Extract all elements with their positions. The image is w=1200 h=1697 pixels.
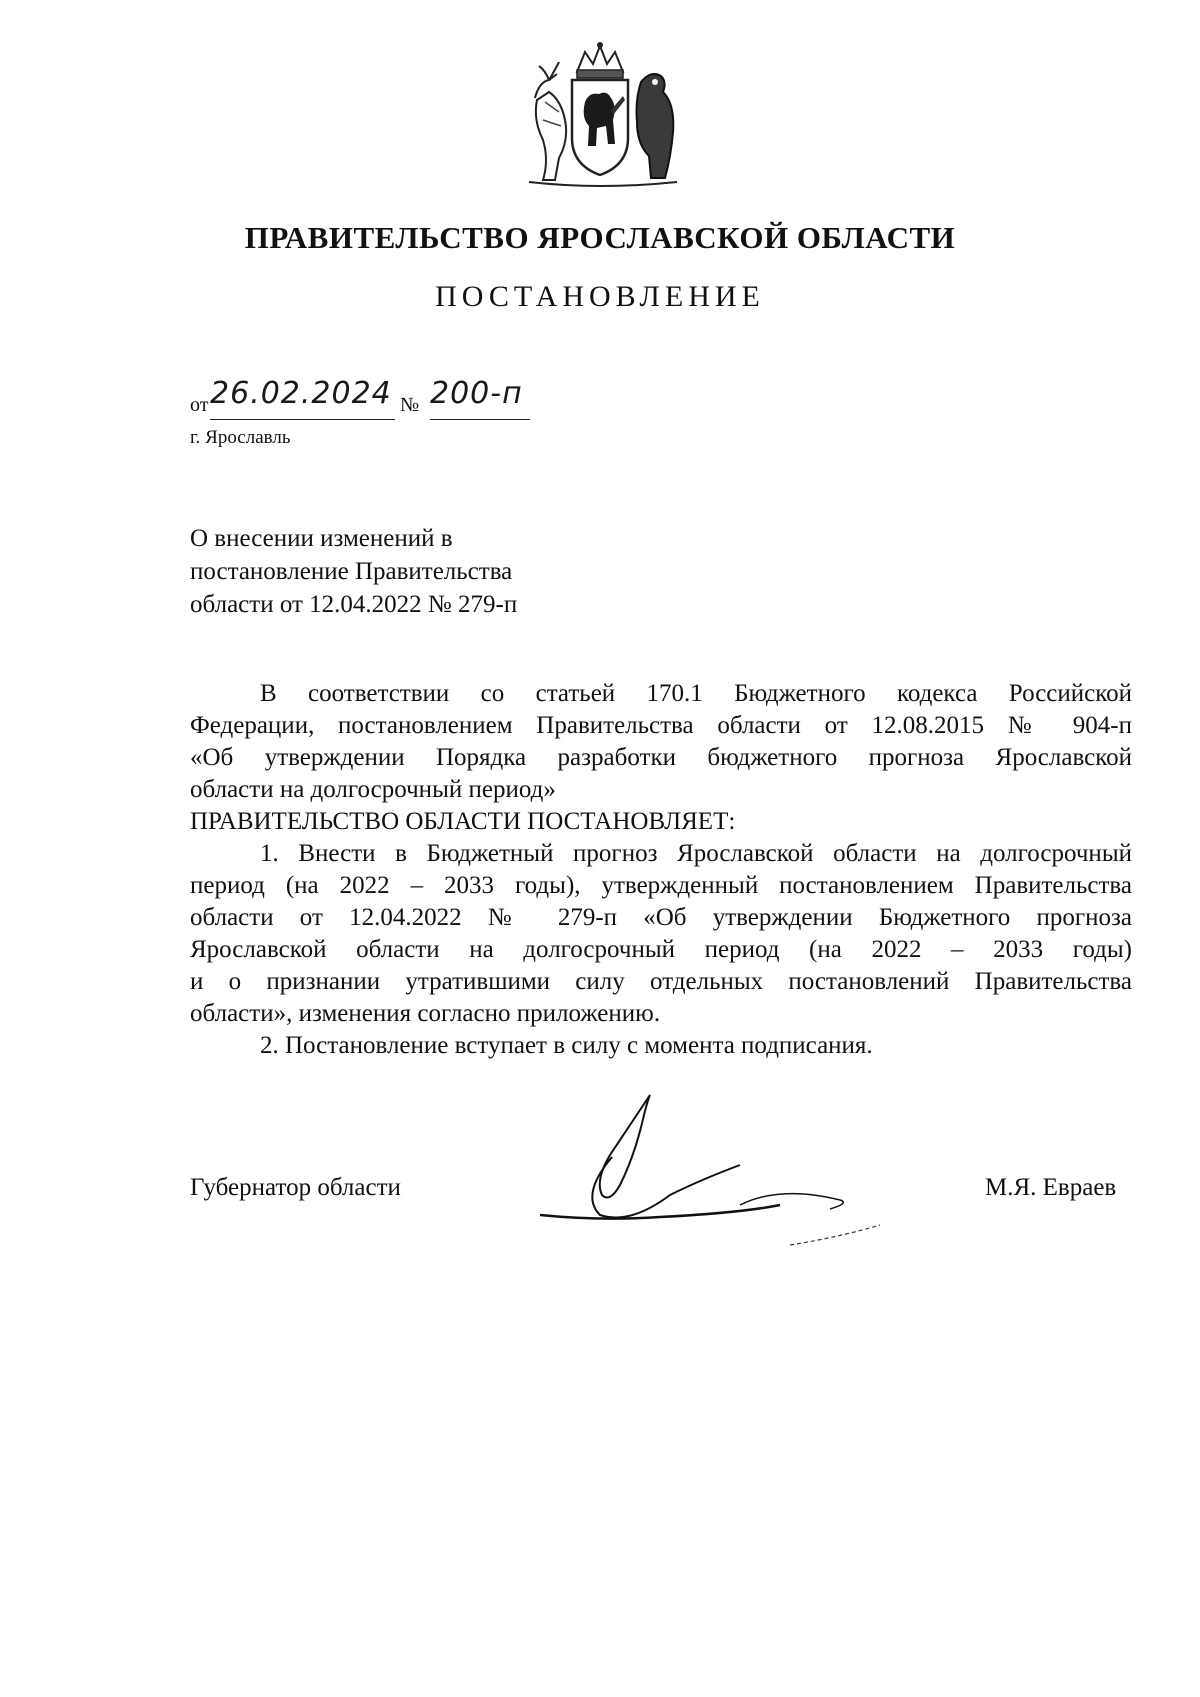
item-1-line: Ярославской области на долгосрочный период (на 2022 – 2033 годы) [190, 936, 1132, 963]
signatory-position: Губернатор области [190, 1174, 401, 1201]
handwritten-signature-icon [540, 1085, 920, 1265]
organization-title: ПРАВИТЕЛЬСТВО ЯРОСЛАВСКОЙ ОБЛАСТИ [244, 220, 956, 255]
city-label: г. Ярославль [190, 427, 291, 448]
item-1-line: период (на 2022 – 2033 годы), утвержденный постановлением Правительства [190, 872, 1132, 899]
preamble-line: В соответствии со статьей 170.1 Бюджетного кодекса Российской [260, 680, 1132, 707]
resolution-heading: ПРАВИТЕЛЬСТВО ОБЛАСТИ ПОСТАНОВЛЯЕТ: [190, 808, 736, 835]
number-prefix: № [400, 394, 420, 416]
item-2: 2. Постановление вступает в силу с момента подписания. [260, 1032, 873, 1059]
document-body [190, 678, 1132, 1062]
document-subject [190, 522, 517, 621]
signatory-name: М.Я. Евраев [985, 1174, 1117, 1201]
handwritten-date: 26.02.2024 [210, 376, 392, 411]
preamble-line: Федерации, постановлением Правительства области от 12.08.2015 № 904-п [190, 712, 1132, 739]
date-underline [210, 419, 395, 420]
preamble-line: «Об утверждении Порядка разработки бюджетного прогноза Ярославской [190, 744, 1132, 771]
date-number-line [190, 376, 590, 426]
item-1-line: области от 12.04.2022 № 279-п «Об утверждении Бюджетного прогноза [190, 904, 1132, 931]
document-type-title: ПОСТАНОВЛЕНИЕ [435, 280, 765, 313]
coat-of-arms-icon [515, 40, 685, 190]
item-1-line: области», изменения согласно приложению. [190, 1000, 661, 1027]
number-underline [430, 419, 530, 420]
item-1-line: и о признании утратившими силу отдельных постановлений Правительства [190, 968, 1132, 995]
subject-line: постановление Правительства [190, 558, 513, 585]
date-prefix: от [190, 394, 209, 416]
item-1-line: 1. Внести в Бюджетный прогноз Ярославской области на долгосрочный [260, 840, 1132, 867]
subject-line: О внесении изменений в [190, 525, 453, 552]
handwritten-number: 200-п [430, 376, 523, 411]
subject-line: области от 12.04.2022 № 279-п [190, 591, 518, 618]
preamble-line: области на долгосрочный период» [190, 776, 556, 803]
